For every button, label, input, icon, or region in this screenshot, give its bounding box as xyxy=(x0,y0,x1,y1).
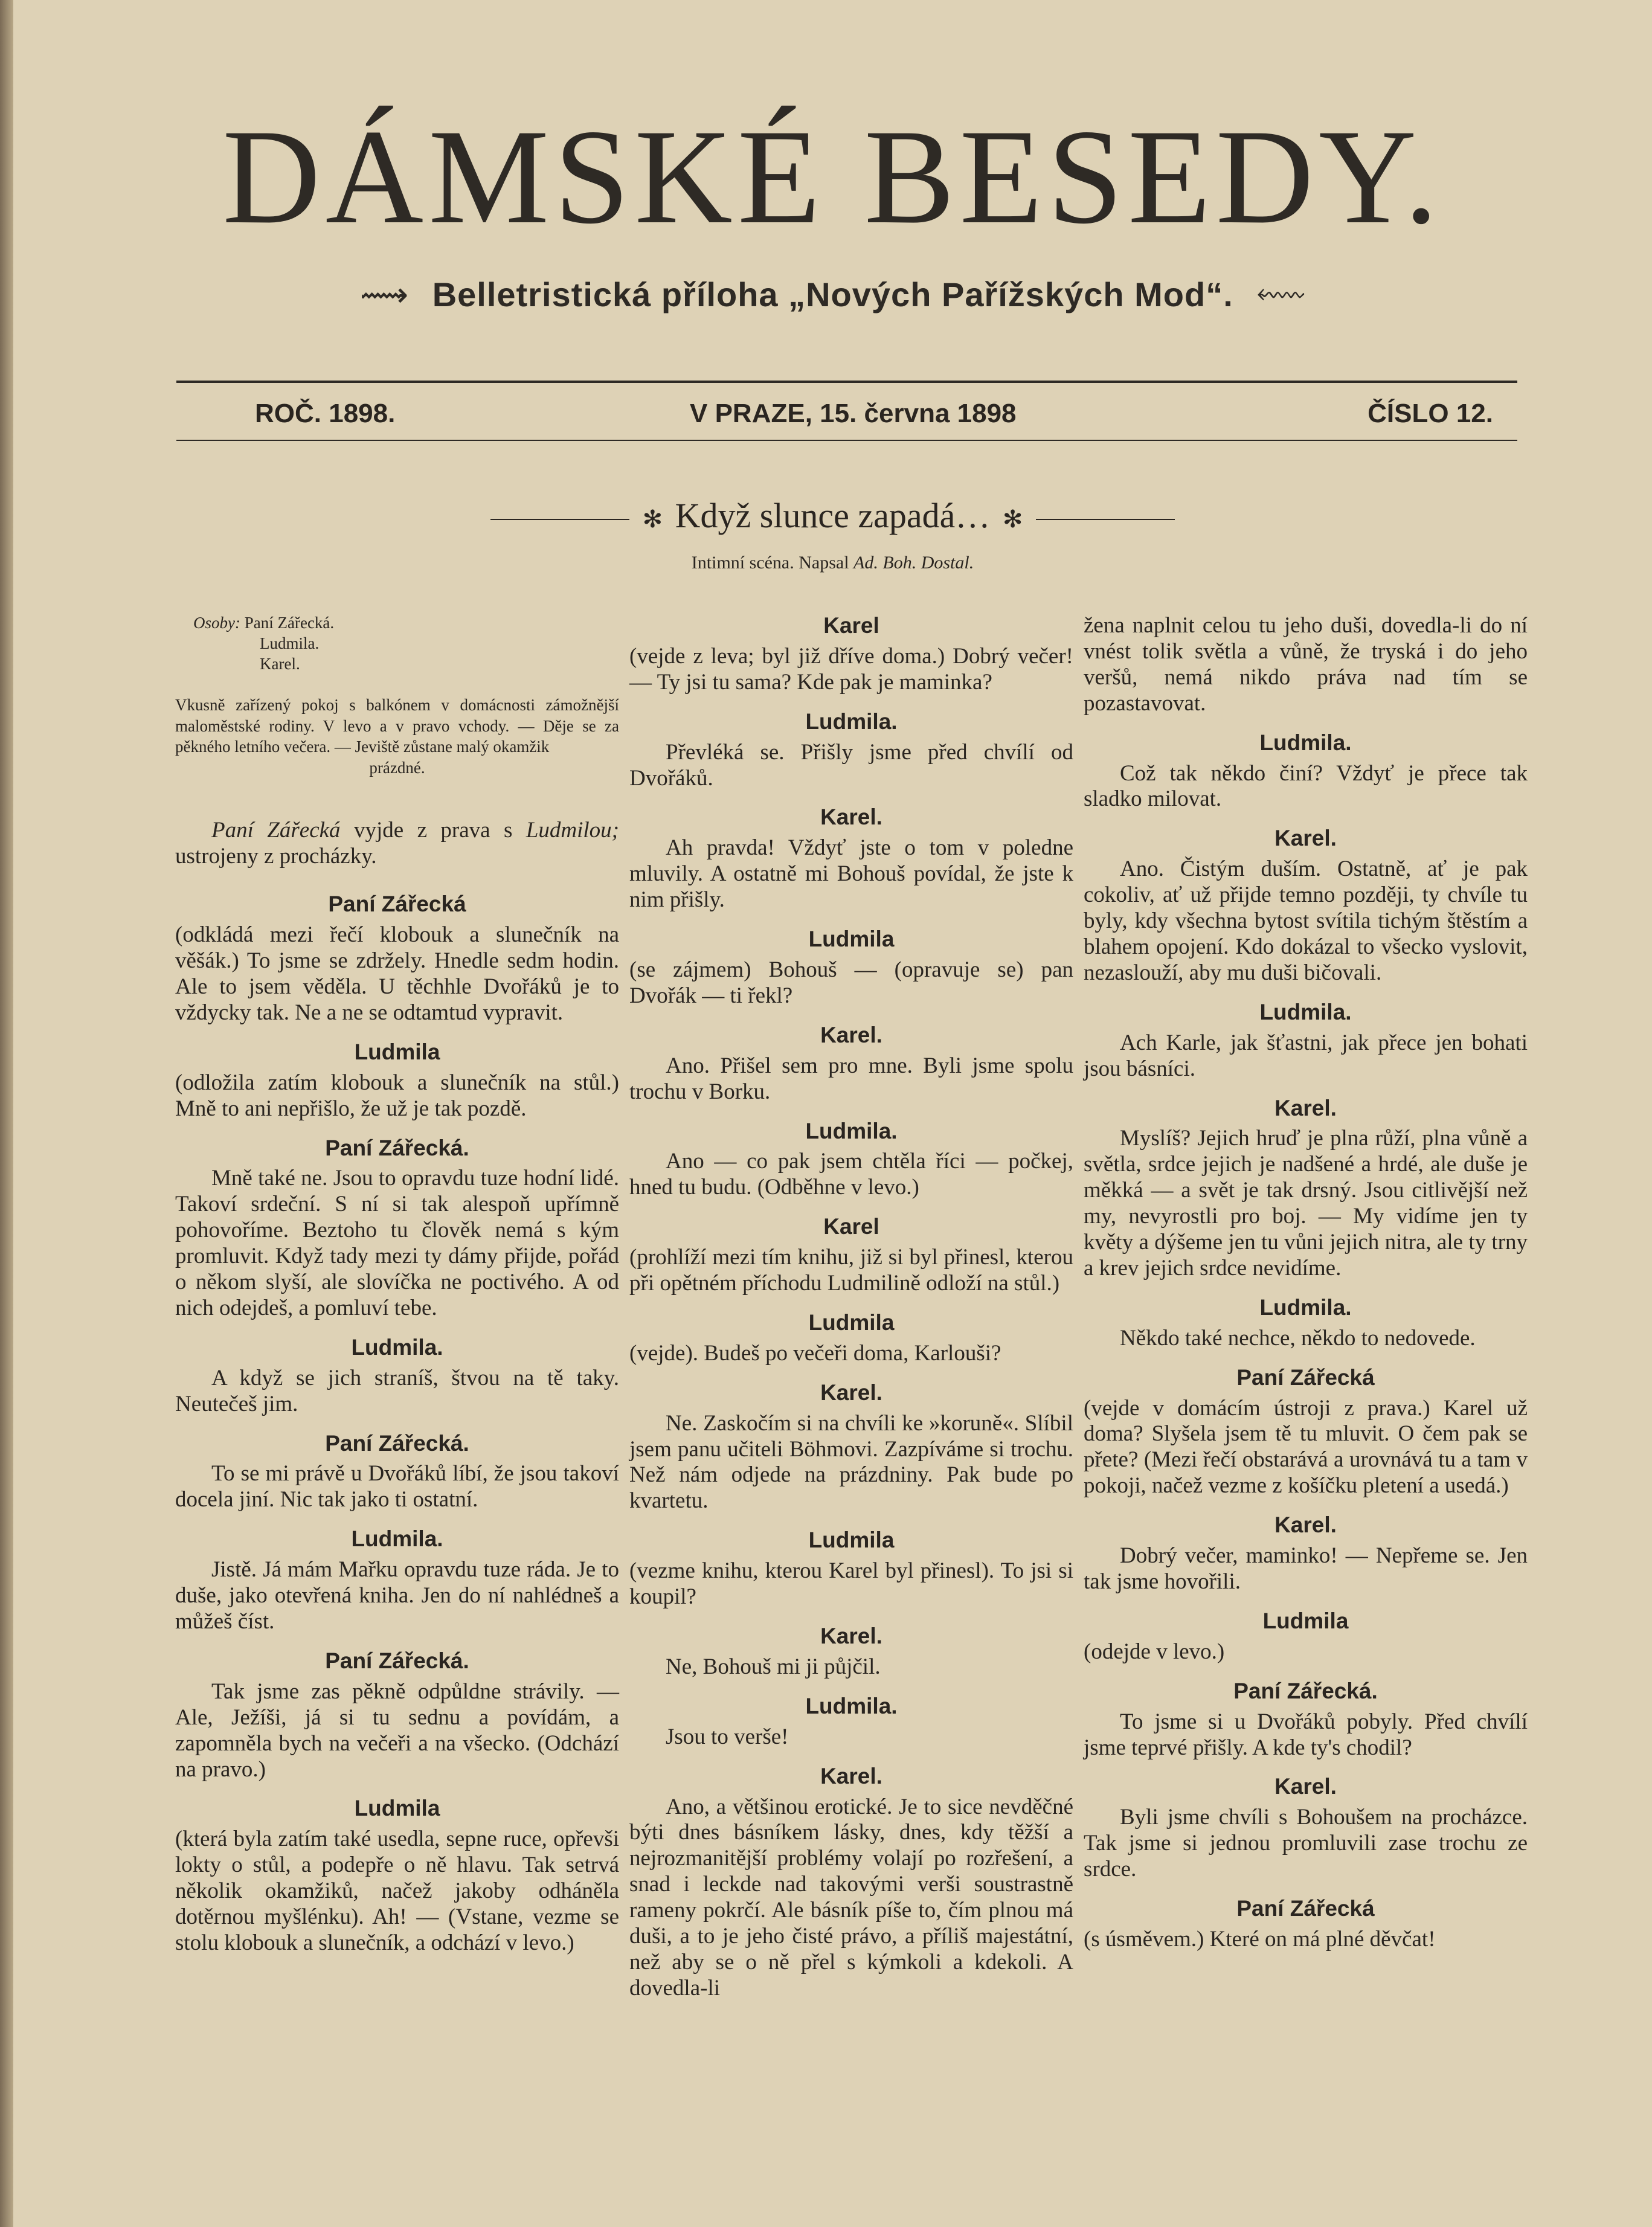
speaker-label: Ludmila xyxy=(354,1796,440,1821)
speaker-label: Karel. xyxy=(1274,1095,1337,1120)
speech-text: (se zájmem) Bohouš — (opravuje se) pan Dvořák — ti řekl? xyxy=(629,957,1073,1008)
speech-continuation: žena naplnit celou tu jeho duši, dovedla-li do ní vnést tolik světla a vůně, že tryská i do jeho veršů, nemá nikdo práva nad tím se pozastavovat. xyxy=(1084,613,1528,716)
speaker-label: Karel xyxy=(823,1214,879,1239)
speech-text: A když se jich straníš, štvou na tě taky. Neutečeš jim. xyxy=(175,1365,619,1416)
speech-text: Jsou to verše! xyxy=(666,1724,789,1749)
speech-text: (vejde z leva; byl již dříve doma.) Dobrý večer! — Ty jsi tu sama? Kde pak je maminka? xyxy=(629,643,1073,695)
speech-text: Někdo také nechce, někdo to nedovede. xyxy=(1120,1325,1476,1351)
speech-text: Převléká se. Přišly jsme před chvílí od Dvořáků. xyxy=(629,739,1073,791)
speech-text: Ano. Čistým duším. Ostatně, ať je pak cokoliv, ať už přijde temno později, ty chvíle tu byly, kdy všechna bytost svítila tichým štěstím a blahem opojení. Kdo dokázal to všecko vyslovit, nezaslouží, aby mu duši bičovali. xyxy=(1084,856,1528,985)
speech-text: Myslíš? Jejich hruď je plna růží, plna vůně a světla, srdce jejich je nadšené a hrdé, ale duše je měkká — a svět je tak drsný. Jsou citlivější než my, nevyrostli pro boj. — My vidíme jen ty květy a dýšeme jen tu vůni jejich nitra, ale ty trny a krev jejich srdce nevidíme. xyxy=(1084,1126,1528,1281)
person-3: Karel. xyxy=(260,654,300,673)
persons-label: Osoby: xyxy=(193,614,240,632)
newspaper-page xyxy=(13,0,1652,2227)
title-right-line xyxy=(1036,519,1175,520)
masthead-subtitle: Belletristická příloha „Nových Pařížských Mod“. xyxy=(432,275,1233,313)
speaker-label: Paní Zářecká. xyxy=(325,1135,469,1160)
person-2: Ludmila. xyxy=(260,634,320,652)
entry-direction xyxy=(175,818,619,870)
masthead-subtitle-row xyxy=(13,275,1652,315)
speech-text: Ne. Zaskočím si na chvíli ke »koruně«. Slíbil jsem panu učiteli Böhmovi. Zazpíváme si trochu. Než nám odjede na prázdniny. Pak bude po kvartetu. xyxy=(629,1410,1073,1514)
issue-year: ROČ. 1898. xyxy=(255,399,396,428)
speaker-label: Karel. xyxy=(820,805,882,830)
column-2 xyxy=(629,613,1073,2002)
speech-text: Ach Karle, jak šťastni, jak přece jen bohati jsou básníci. xyxy=(1084,1030,1528,1081)
speaker-label: Paní Zářecká. xyxy=(1233,1678,1378,1703)
speaker-label: Ludmila xyxy=(808,1310,895,1335)
speaker-label: Karel. xyxy=(820,1763,882,1788)
speech-text: Ano — co pak jsem chtěla říci — počkej, hned tu budu. (Odběhne v levo.) xyxy=(629,1149,1073,1200)
speaker-label: Ludmila. xyxy=(1259,1294,1352,1320)
column-1 xyxy=(175,613,619,1956)
speaker-label: Paní Zářecká xyxy=(1236,1364,1375,1390)
speaker-label: Karel. xyxy=(820,1022,882,1047)
article-title-row xyxy=(13,495,1652,536)
speech-text: (prohlíží mezi tím knihu, již si byl přinesl, kterou při opětném příchodu Ludmilině odloží na stůl.) xyxy=(629,1245,1073,1296)
speaker-label: Karel. xyxy=(1274,1512,1337,1538)
speaker-label: Ludmila xyxy=(808,1528,895,1553)
speech-text: Tak jsme zas pěkně odpůldne strávily. — Ale, Ježíši, já si tu sednu a povídám, a zapomněla bych na večeři a na všecko. (Odchází na pravo.) xyxy=(175,1679,619,1782)
speech-text: (která byla zatím také usedla, sepne ruce, opřevši lokty o stůl, a podepře o ně hlavu. Tak setrvá několik okamžiků, načež jakoby odháněla dotěrnou myšlénku). Ah! — (Vstane, vezme se stolu klobouk a slunečník, a odchází v levo.) xyxy=(175,1827,619,1955)
speaker-label: Ludmila xyxy=(354,1039,440,1064)
setting-last: prázdné. xyxy=(369,758,425,777)
article-byline xyxy=(13,553,1652,573)
speaker-label: Ludmila. xyxy=(1259,999,1352,1024)
speaker-label: Ludmila. xyxy=(351,1526,443,1552)
speech-text: (vejde v domácím ústroji z prava.) Karel už doma? Slyšela jsem tě tu mluvit. O čem pak se přete? (Mezi řečí obstarává a urovnává tu a tam v pokoji, načež vezme z košíčku pletení a usedá.) xyxy=(1084,1395,1528,1499)
issue-place-date: V PRAZE, 15. června 1898 xyxy=(690,399,1017,428)
speech-text: To jsme si u Dvořáků pobyly. Před chvílí jsme teprvé přišly. A kde ty's chodil? xyxy=(1084,1709,1528,1760)
right-swash-ornament-icon: ⬳ xyxy=(1256,275,1306,313)
speaker-label: Paní Zářecká xyxy=(328,892,466,917)
person-1: Paní Zářecká. xyxy=(244,614,335,632)
entry-mid: vyjde z prava s xyxy=(353,818,513,843)
speech-text: To se mi právě u Dvořáků líbí, že jsou takoví docela jiní. Nic tak jako ti ostatní. xyxy=(175,1461,619,1512)
speech-text: Ah pravda! Vždyť jste o tom v poledne mluvily. A ostatně mi Bohouš povídal, že jste k nim přišly. xyxy=(629,835,1073,913)
bottom-rule xyxy=(176,440,1517,441)
speech-text: (odejde v levo.) xyxy=(1084,1639,1225,1664)
speaker-label: Paní Zářecká. xyxy=(325,1648,469,1673)
byline-author: Ad. Boh. Dostal. xyxy=(853,553,974,573)
speaker-label: Karel. xyxy=(1274,1774,1337,1799)
speaker-label: Karel xyxy=(823,613,879,638)
speech-text: Dobrý večer, maminko! — Nepřeme se. Jen tak jsme hovořili. xyxy=(1084,1543,1528,1594)
entry-rest: ustrojeny z procházky. xyxy=(175,844,377,869)
speaker-label: Ludmila. xyxy=(805,1693,898,1718)
entry-name: Paní Zářecká xyxy=(211,818,341,843)
title-left-line xyxy=(490,519,629,520)
byline-prefix: Intimní scéna. Napsal xyxy=(691,553,849,573)
speaker-label: Ludmila xyxy=(1262,1608,1349,1633)
speech-text: (vejde). Budeš po večeři doma, Karlouši? xyxy=(629,1340,1001,1366)
speech-text: Ne, Bohouš mi ji půjčil. xyxy=(666,1654,881,1679)
speech-text: (vezme knihu, kterou Karel byl přinesl). To jsi si koupil? xyxy=(629,1558,1073,1610)
speaker-label: Ludmila. xyxy=(351,1334,443,1360)
speaker-label: Ludmila. xyxy=(805,709,898,734)
column-3 xyxy=(1084,613,1528,1953)
speech-text: (s úsměvem.) Které on má plné děvčat! xyxy=(1084,1926,1436,1952)
book-binding xyxy=(0,0,13,2227)
speech-text: (odložila zatím klobouk a slunečník na stůl.) Mně to ani nepřišlo, že už je tak pozdě. xyxy=(175,1070,619,1121)
speaker-label: Karel. xyxy=(820,1380,882,1405)
speech-text: Ano, a většinou erotické. Je to sice nevděčné býti dnes básníkem lásky, dnes, kdy těžší a nejrozmanitější problémy volají po rozřešení, a snad i leckde nad takovými verši soustrastně rameny pokrčí. Ale básník píše to, čím plnou má duši, a to je jeho čisté právo, a příliš majestátní, než aby se o ně přel s kýmkoli a kdekoli. A dovedla-li xyxy=(629,1794,1073,2000)
persons-list xyxy=(193,613,619,674)
speech-text: Ano. Přišel sem pro mne. Byli jsme spolu trochu v Borku. xyxy=(629,1053,1073,1104)
speaker-label: Ludmila xyxy=(808,927,895,952)
issue-info-row xyxy=(176,399,1517,435)
article-title: Když slunce zapadá… xyxy=(675,496,991,535)
speaker-label: Paní Zářecká. xyxy=(325,1430,469,1456)
entry-name2: Ludmilou; xyxy=(525,818,620,843)
scene-setting xyxy=(175,695,619,778)
speech-text: Mně také ne. Jsou to opravdu tuze hodní lidé. Takoví srdeční. S ní si tak alespoň upřímně pohovoříme. Beztoho tu člověk nemá s kým promluvit. Když tady mezi ty dámy přijde, pořád o někom slyší, ale slovíčka ne poctivého. A od nich odejdeš, a pomluví tebe. xyxy=(175,1166,619,1320)
speech-text: Byli jsme chvíli s Bohoušem na procházce. Tak jsme si jednou promluvili zase trochu ze srdce. xyxy=(1084,1805,1528,1882)
speech-text: Což tak někdo činí? Vždyť je přece tak sladko milovat. xyxy=(1084,760,1528,812)
speech-text: Jistě. Já mám Mařku opravdu tuze ráda. Je to duše, jako otevřená kniha. Jen do ní nahlédneš a můžeš číst. xyxy=(175,1557,619,1634)
speaker-label: Karel. xyxy=(820,1624,882,1648)
speaker-label: Karel. xyxy=(1274,826,1337,851)
masthead-title: DÁMSKÉ BESEDY. xyxy=(222,101,1443,252)
speaker-label: Ludmila. xyxy=(1259,730,1352,755)
right-flourish-icon: ✻ xyxy=(1002,506,1023,533)
speaker-label: Ludmila. xyxy=(805,1118,898,1143)
speaker-label: Paní Zářecká xyxy=(1236,1896,1375,1921)
top-rule xyxy=(176,381,1517,383)
issue-number: ČÍSLO 12. xyxy=(1368,399,1493,428)
setting-text: Vkusně zařízený pokoj s balkónem v domácnosti zámožnější maloměstské rodiny. V levo a v pravo vchody. — Děje se za pěkného letního večera. — Jeviště zůstane malý okamžik xyxy=(175,696,619,756)
left-flourish-icon: ✻ xyxy=(642,506,663,533)
left-swash-ornament-icon: ⟿ xyxy=(359,275,410,313)
speech-text: (odkládá mezi řečí klobouk a slunečník na věšák.) To jsme se zdržely. Hnedle sedm hodin. Ale to jsem věděla. U těchhle Dvořáků je to vždycky tak. Ne a ne se odtamtud vypravit. xyxy=(175,922,619,1025)
